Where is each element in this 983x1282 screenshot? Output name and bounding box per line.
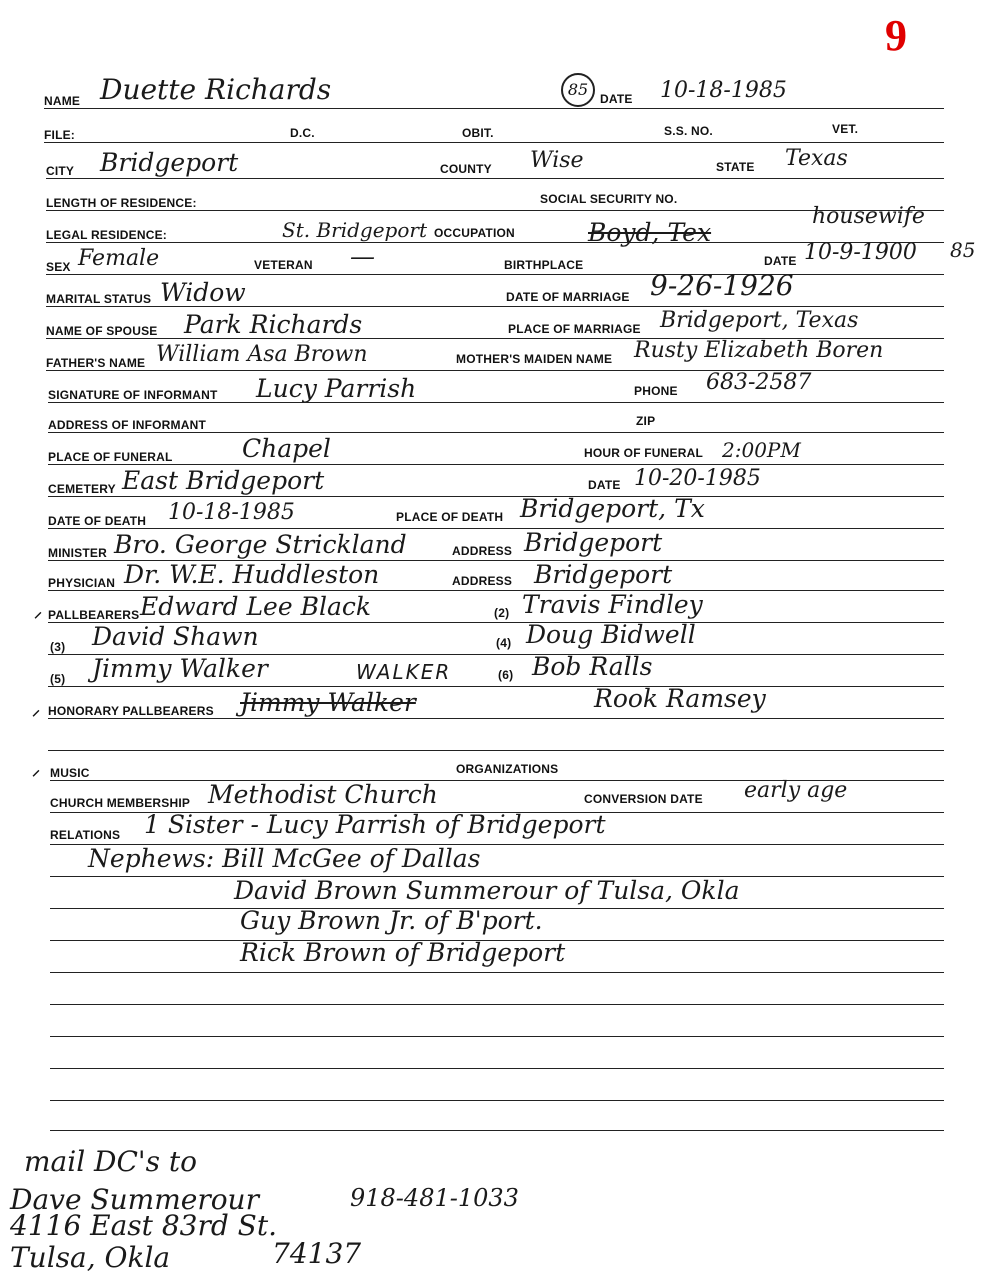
rule xyxy=(48,464,944,465)
state-label: STATE xyxy=(716,160,755,174)
pallbearer-2-number: (2) xyxy=(494,606,510,620)
marital-status-label: MARITAL STATUS xyxy=(46,292,152,306)
pallbearers-label: PALLBEARERS xyxy=(48,608,140,622)
father-label: FATHER'S NAME xyxy=(46,356,146,370)
rule xyxy=(46,274,944,275)
rule xyxy=(50,972,944,973)
relations-line-2: Nephews: Bill McGee of Dallas xyxy=(88,844,481,873)
legal-residence-label: LEGAL RESIDENCE: xyxy=(46,228,167,242)
birthplace-label: BIRTHPLACE xyxy=(504,258,584,272)
date-label: DATE xyxy=(600,92,633,106)
pallbearer-2: Travis Findley xyxy=(522,590,703,619)
rule xyxy=(48,496,944,497)
hour-of-funeral-value: 2:00PM xyxy=(722,438,801,462)
hour-of-funeral-label: HOUR OF FUNERAL xyxy=(584,446,703,460)
footer-name: Dave Summerour xyxy=(10,1183,259,1216)
pallbearer-4-number: (4) xyxy=(496,636,512,650)
obit-label: OBIT. xyxy=(462,126,494,140)
phone-label: PHONE xyxy=(634,384,678,398)
honorary-pallbearers-label: HONORARY PALLBEARERS xyxy=(48,704,214,718)
minister-label: MINISTER xyxy=(48,546,107,560)
minister-address-label: ADDRESS xyxy=(452,544,513,558)
father-value: William Asa Brown xyxy=(156,342,368,367)
state-value: Texas xyxy=(785,146,848,171)
minister-address-value: Bridgeport xyxy=(524,528,663,557)
organizations-label: ORGANIZATIONS xyxy=(456,762,559,776)
rule xyxy=(48,528,944,529)
place-of-death-value: Bridgeport, Tx xyxy=(520,494,705,523)
phone-value: 683-2587 xyxy=(706,370,812,395)
legal-residence-value: St. Bridgeport xyxy=(282,218,427,242)
rule xyxy=(48,718,944,719)
physician-value: Dr. W.E. Huddleston xyxy=(124,560,380,589)
spouse-value: Park Richards xyxy=(184,310,363,339)
footer-line-1: mail DC's to xyxy=(24,1145,198,1178)
date-of-death-label: DATE OF DEATH xyxy=(48,514,147,528)
relations-label: RELATIONS xyxy=(50,828,121,842)
relations-line-3: David Brown Summerour of Tulsa, Okla xyxy=(234,876,740,905)
conversion-date-label: CONVERSION DATE xyxy=(584,792,703,806)
county-label: COUNTY xyxy=(440,162,492,176)
marital-status-value: Widow xyxy=(160,278,246,307)
cemetery-label: CEMETERY xyxy=(48,482,116,496)
physician-label: PHYSICIAN xyxy=(48,576,116,590)
date-of-marriage-label: DATE OF MARRIAGE xyxy=(506,290,630,304)
rule xyxy=(50,1130,944,1131)
place-of-funeral-label: PLACE OF FUNERAL xyxy=(48,450,173,464)
informant-label: SIGNATURE OF INFORMANT xyxy=(48,388,218,402)
informant-value: Lucy Parrish xyxy=(256,374,417,403)
zip-label: ZIP xyxy=(636,414,656,428)
footer-address: 4116 East 83rd St. xyxy=(10,1209,277,1242)
footer-city: Tulsa, Okla xyxy=(10,1241,171,1274)
rule xyxy=(48,686,944,687)
pallbearer-3: David Shawn xyxy=(92,622,259,651)
rule xyxy=(48,432,944,433)
name-label: NAME xyxy=(44,94,81,108)
pallbearer-4: Doug Bidwell xyxy=(526,620,696,649)
city-label: CITY xyxy=(46,164,75,178)
honorary-value: Rook Ramsey xyxy=(594,684,766,713)
date-value: 10-18-1985 xyxy=(660,78,787,103)
occupation-label: OCCUPATION xyxy=(434,226,515,240)
pallbearer-6-number: (6) xyxy=(498,668,514,682)
dc-label: D.C. xyxy=(290,126,315,140)
pallbearer-6: Bob Ralls xyxy=(532,652,653,681)
veteran-value: — xyxy=(350,242,375,271)
file-label: FILE: xyxy=(44,128,75,142)
check-mark-icon: ⸝ xyxy=(32,700,41,719)
rule xyxy=(50,1100,944,1101)
occupation-struck-value: Boyd, Tex xyxy=(588,218,712,247)
pallbearer-5-number: (5) xyxy=(50,672,66,686)
pallbearer-1: Edward Lee Black xyxy=(140,592,372,621)
rule xyxy=(46,178,944,179)
county-value: Wise xyxy=(530,148,584,173)
ssno-label: S.S. NO. xyxy=(664,124,713,138)
check-mark-icon: ⸝ xyxy=(34,602,43,621)
check-mark-icon: ⸝ xyxy=(32,760,41,779)
physician-address-label: ADDRESS xyxy=(452,574,513,588)
birth-date-value: 10-9-1900 xyxy=(804,240,917,265)
occupation-value: housewife xyxy=(812,204,925,229)
honorary-struck-value: Jimmy Walker xyxy=(240,688,416,717)
mother-label: MOTHER'S MAIDEN NAME xyxy=(456,352,613,366)
sex-label: SEX xyxy=(46,260,71,274)
rule xyxy=(44,142,944,143)
footer-phone: 918-481-1033 xyxy=(350,1184,519,1212)
rule xyxy=(46,210,944,211)
rule xyxy=(48,402,944,403)
mother-value: Rusty Elizabeth Boren xyxy=(634,338,884,363)
rule xyxy=(50,1004,944,1005)
minister-value: Bro. George Strickland xyxy=(114,530,407,559)
cemetery-value: East Bridgeport xyxy=(122,466,325,495)
birth-date-label: DATE xyxy=(764,254,797,268)
social-security-label: SOCIAL SECURITY NO. xyxy=(540,192,678,206)
rule xyxy=(48,750,944,751)
relations-line-4: Guy Brown Jr. of B'port. xyxy=(240,906,543,935)
birth-date-note: 85 xyxy=(950,238,976,262)
relations-line-1: 1 Sister - Lucy Parrish of Bridgeport xyxy=(144,810,606,839)
circled-number: 85 xyxy=(561,73,595,107)
place-of-death-label: PLACE OF DEATH xyxy=(396,510,504,524)
sex-value: Female xyxy=(78,246,160,271)
address-of-informant-label: ADDRESS OF INFORMANT xyxy=(48,418,206,432)
place-of-marriage-label: PLACE OF MARRIAGE xyxy=(508,322,641,336)
church-membership-value: Methodist Church xyxy=(208,780,438,809)
rule xyxy=(50,1068,944,1069)
veteran-label: VETERAN xyxy=(254,258,313,272)
footer-zip: 74137 xyxy=(272,1237,362,1270)
pallbearer-3-number: (3) xyxy=(50,640,66,654)
place-of-funeral-value: Chapel xyxy=(242,434,331,463)
conversion-date-value: early age xyxy=(744,778,848,803)
funeral-date-value: 10-20-1985 xyxy=(634,466,761,491)
name-value: Duette Richards xyxy=(100,73,332,106)
pallbearer-5: Jimmy Walker xyxy=(92,654,268,683)
pallbearer-5-print: WALKER xyxy=(356,660,452,684)
rule xyxy=(48,590,944,591)
music-label: MUSIC xyxy=(50,766,90,780)
funeral-date-label: DATE xyxy=(588,478,621,492)
spouse-label: NAME OF SPOUSE xyxy=(46,324,158,338)
physician-address-value: Bridgeport xyxy=(534,560,673,589)
rule xyxy=(44,108,944,109)
vet-label: VET. xyxy=(832,122,859,136)
date-of-marriage-value: 9-26-1926 xyxy=(650,269,794,302)
relations-line-5: Rick Brown of Bridgeport xyxy=(240,938,566,967)
church-membership-label: CHURCH MEMBERSHIP xyxy=(50,796,191,810)
date-of-death-value: 10-18-1985 xyxy=(168,500,295,525)
rule xyxy=(46,306,944,307)
length-of-residence-label: LENGTH OF RESIDENCE: xyxy=(46,196,197,210)
place-of-marriage-value: Bridgeport, Texas xyxy=(660,308,859,333)
page-number: 9 xyxy=(885,11,907,60)
city-value: Bridgeport xyxy=(100,148,239,177)
rule xyxy=(50,1036,944,1037)
